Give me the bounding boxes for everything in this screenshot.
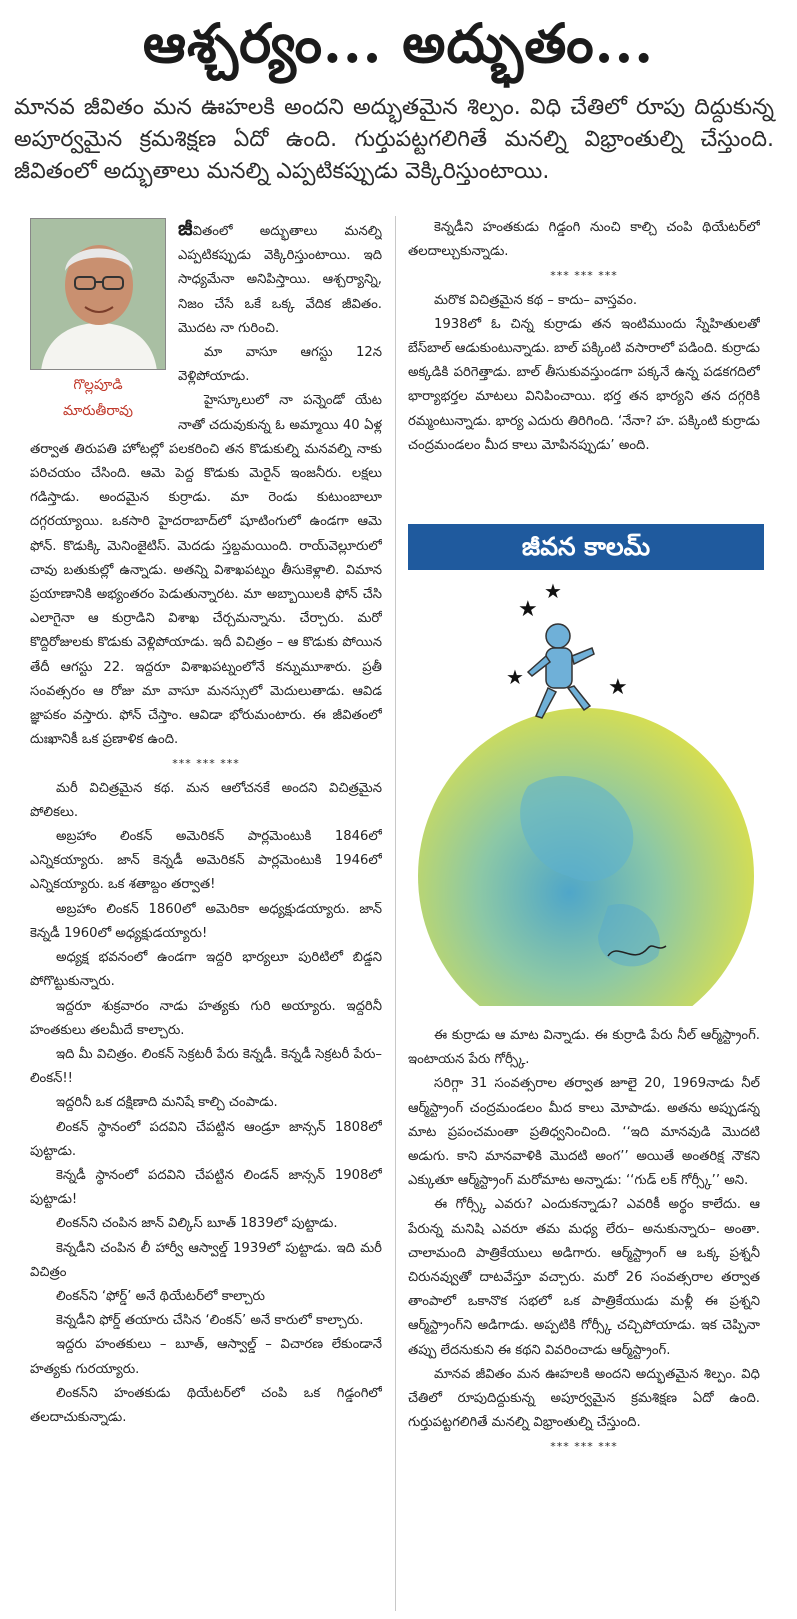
headline: ఆశ్చర్యం... అద్భుతం... <box>142 11 655 75</box>
author-photo <box>30 218 166 370</box>
paragraph: ఇద్దరు హంతకులు – బూత్, ఆస్వాల్డ్ – విచారణ లేకుండానే హత్యకు గురయ్యారు. <box>30 1337 382 1377</box>
paragraph: లింకన్‌ని హంతకుడు థియేటర్‌లో చంపి ఒక గిడ్డంగిలో తలదాచుకున్నాడు. <box>30 1385 382 1425</box>
paragraph: ఇద్దరూ శుక్రవారం నాడు హత్యకు గురి అయ్యారు. ఇద్దరినీ హంతకులు తలమీదే కాల్చారు. <box>30 998 382 1038</box>
paragraph: లింకన్‌ని ‘ఫోర్డ్’ అనే థియేటర్‌లో కాల్చారు <box>56 1288 265 1304</box>
author-name-line-1: గొల్లపూడి <box>73 377 123 393</box>
paragraph: లింకన్‌ని చంపిన జాన్ విల్కిస్ బూత్ 1839లో పుట్టాడు. <box>56 1216 338 1232</box>
article-column-1 <box>30 216 382 1611</box>
moonwalk-illustration <box>408 576 764 1006</box>
column-title-banner: జీవన కాలమ్ <box>408 524 764 570</box>
intro-paragraph: మానవ జీవితం మన ఊహలకి అందని అద్భుతమైన శిల్పం. విధి చేతిలో రూపు దిద్దుకున్న అపూర్వమైన క్రమశిక్షణ ఏదో ఉంది. గుర్తుపట్టగలిగితే మనల్ని విభ్రాంతుల్ని చేస్తుంది. జీవితంలో అద్భుతాలు మనల్ని ఎప్పటికప్పుడు వెక్కిరిస్తుంటాయి. <box>14 95 774 184</box>
paragraph: హైస్కూలులో నా పన్నెండో యేట నాతో చదువుకున్న ఓ అమ్మాయి 40 ఏళ్ల తర్వాత తిరుపతి హోటల్లో పలకరించి తన కొడుకుల్ని మనవల్ని నాకు పరిచయం చేసింది. ఆమె పెద్ద కొడుకు మెరైన్ ఇంజనీరు. లక్షలు గడిస్తాడు. అందమైన కుర్రాడు. మా రెండు కుటుంబాలూ దగ్గరయ్యాయి. ఒకసారి హైదరాబాద్‌లో షూటింగులో ఉండగా ఆమె ఫోన్. కొడుక్కి మెనింజైటిస్. మెదడు స్తబ్దమయింది. రాయ్‌వెల్లూరులో చావు బతుకుల్లో ఉన్నాడు. అతన్ని విశాఖపట్నం తీసుకెళ్లాలి. విమాన ప్రయాణానికి అభ్యంతరం పెడుతున్నారట. మా అబ్బాయిలకి ఫోన్ చేసి ఎలాగైనా ఆ కుర్రాడిని విశాఖ చేర్చమన్నాను. చేర్చారు. మరో కొద్దిరోజులకు కొడుకు వెళ్లిపోయాడు. ఇదీ విచిత్రం – ఆ కొడుకు పోయిన తేదీ ఆగస్టు 22. ఇద్దరూ విశాఖపట్నంలోనే కన్నుమూశారు. ప్రతీ సంవత్సరం ఆ రోజు మా వాసూ మనస్సులో మెదులుతాడు. ఆవిడ జ్ఞాపకం వస్తారు. ఫోన్ చేస్తాం. ఆవిడా భోరుమంటారు. ఈ జీవితంలో దుఃఖానికీ ఒక ప్రణాళిక ఉంది. <box>30 393 382 748</box>
paragraph: అబ్రహాం లింకన్ అమెరికన్ పార్లమెంటుకి 1846లో ఎన్నికయ్యారు. జాన్ కెన్నడీ అమెరికన్ పార్లమెంటుకి 1946లో ఎన్నికయ్యారు. ఒక శతాబ్దం తర్వాత! <box>30 829 382 893</box>
paragraph: 1938లో ఓ చిన్న కుర్రాడు తన ఇంటిముందు స్నేహితులతో బేస్‌బాల్ ఆడుకుంటున్నాడు. బాల్ పక్కింటి వసారాలో పడింది. కుర్రాడు అక్కడికి పరిగెత్తాడు. బాల్ తీసుకువస్తుండగా పక్కనే ఉన్న పడకగదిలో భార్యాభర్తల మాటలు వినిపించాయి. భర్త తన భార్యని తన దగ్గరికి రమ్మంటున్నాడు. భార్య ఎదురు తిరిగింది. ‘నేనా? హ. పక్కింటి కుర్రాడు చంద్రమండలం మీద కాలు మోపినప్పుడు’ అంది. <box>408 316 760 453</box>
paragraph: కెన్నడీని చంపిన లీ హార్వీ ఆస్వాల్డ్ 1939లో పుట్టాడు. ఇది మరీ విచిత్రం <box>30 1240 382 1280</box>
paragraph: మరీ విచిత్రమైన కథ. మన ఆలోచనకే అందని విచిత్రమైన పోలికలు. <box>30 780 382 820</box>
section-separator: *** *** *** <box>172 757 240 771</box>
drop-cap: జీ <box>178 216 193 240</box>
paragraph: కెన్నడీని ఫోర్డ్ తయారు చేసిన ‘లింకన్’ అనే కారులో కాల్చారు. <box>56 1313 364 1329</box>
author-name-line-2: మారుతీరావు <box>62 403 134 419</box>
paragraph: మానవ జీవితం మన ఊహలకి అందని అద్భుతమైన శిల్పం. విధి చేతిలో రూపుదిద్దుకున్న అపూర్వమైన క్రమశిక్షణ ఏదో ఉంది. గుర్తుపట్టగలిగితే మనల్ని విభ్రాంతుల్ని చేస్తుంది. <box>408 1366 760 1431</box>
paragraph-text: వితంలో అద్భుతాలు మనల్ని ఎప్పటికప్పుడు వెక్కిరిస్తుంటాయి. ఇది సాధ్యమేనా అనిపిస్తాయి. ఆశ్చర్యాన్ని, నిజం చేసే ఒకే ఒక్క వేదిక జీవితం. మొదట నా గురించి. <box>178 224 382 336</box>
paragraph: అధ్యక్ష భవనంలో ఉండగా ఇద్దరి భార్యలూ పురిటిలో బిడ్డని పోగొట్టుకున్నారు. <box>30 950 382 990</box>
author-box <box>30 218 166 422</box>
article-column-2 <box>408 216 760 501</box>
section-separator: *** *** *** <box>550 1440 618 1454</box>
article-column-3 <box>408 1024 760 1611</box>
paragraph: ఈ గోర్స్కీ ఎవరు? ఎందుకన్నాడు? ఎవరికీ అర్థం కాలేదు. ఆ పేరున్న మనిషి ఎవరూ తమ మధ్య లేరు– అనుకున్నారు– అంతా. చాలామంది పాత్రికేయులు అడిగారు. ఆర్మ్‌స్ట్రాంగ్ ఆ ఒక్క ప్రశ్ననీ చిరునవ్వుతో దాటవేస్తూ వచ్చారు. మరో 26 సంవత్సరాల తర్వాత తాంపాలో ఒకానొక సభలో ఒక పాత్రికేయుడు మళ్లీ ఈ ప్రశ్నని ఆర్మ్‌స్ట్రాంగ్‌ని అడిగాడు. అప్పటికి గోర్స్కీ చచ్చిపోయాడు. ఇక చెప్పినా తప్పు లేదనుకుని ఈ కథని వివరించాడు ఆర్మ్‌స్ట్రాంగ్. <box>408 1197 760 1358</box>
star-icon: ★ <box>518 597 538 622</box>
paragraph: అబ్రహాం లింకన్ 1860లో అమెరికా అధ్యక్షుడయ్యారు. జాన్ కెన్నడీ 1960లో అధ్యక్షుడయ్యారు! <box>30 901 382 941</box>
paragraph: కెన్నడీని హంతకుడు గిడ్డంగి నుంచి కాల్చి చంపి థియేటర్‌లో తలదాల్చుకున్నాడు. <box>408 220 760 260</box>
paragraph: మా వాసూ ఆగస్టు 12న వెళ్లిపోయాడు. <box>178 345 382 385</box>
column-divider <box>395 216 396 1611</box>
paragraph: ఇద్దరినీ ఒక దక్షిణాది మనిషే కాల్చి చంపాడు. <box>56 1095 278 1111</box>
paragraph: ఈ కుర్రాడు ఆ మాట విన్నాడు. ఈ కుర్రాడి పేరు నీల్ ఆర్మ్‌స్ట్రాంగ్. ఇంటాయన పేరు గోర్స్కీ. <box>408 1028 760 1068</box>
paragraph: కెన్నడీ స్థానంలో పదవిని చేపట్టిన లిండన్ జాన్సన్ 1908లో పుట్టాడు! <box>30 1167 382 1208</box>
star-icon: ★ <box>608 675 628 700</box>
astronaut-figure <box>528 624 594 718</box>
paragraph: ఇది మీ విచిత్రం. లింకన్ సెక్రటరీ పేరు కెన్నడీ. కెన్నడీ సెక్రటరీ పేరు– లింకన్!! <box>30 1046 382 1087</box>
star-icon: ★ <box>544 579 562 603</box>
star-icon: ★ <box>506 665 524 689</box>
paragraph: మరొక విచిత్రమైన కథ – కాదు– వాస్తవం. <box>434 292 638 308</box>
section-separator: *** *** *** <box>550 269 618 283</box>
paragraph: లింకన్ స్థానంలో పదవిని చేపట్టిన ఆండ్రూ జాన్సన్ 1808లో పుట్టాడు. <box>30 1119 382 1159</box>
paragraph: సరిగ్గా 31 సంవత్సరాల తర్వాత జూలై 20, 1969నాడు నీల్ ఆర్మ్‌స్ట్రాంగ్ చంద్రమండలం మీద కాలు మోపాడు. అతను అప్పుడన్న మాట ప్రపంచమంతా ప్రతిధ్వనించింది. ‘‘ఇది మానవుడి మొదటి అడుగు. కాని మానవాళికి మొదటి అంగ’’ అయితే అంతరిక్ష నౌకని ఎక్కుతూ ఆర్మ్‌స్ట్రాంగ్ మరోమాట అన్నాడు: ‘‘గుడ్ లక్ గోర్స్కీ’’ అని. <box>408 1076 760 1189</box>
